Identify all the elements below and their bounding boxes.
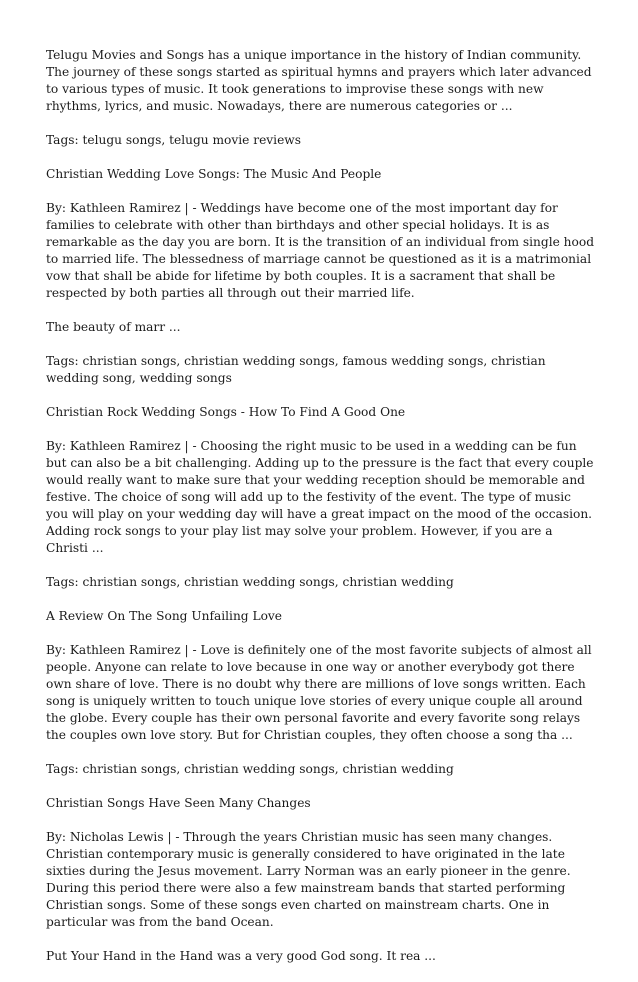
- article-body-4: By: Nicholas Lewis | - Through the years Christian music has seen many changes. Christian contemporary music is generally considered to have originated in the late sixties during the Jesus movement. Larry Norman was an early pioneer in the genre. During this period there were also a few mainstream bands that started performing Christian songs. Some of these songs even charted on mainstream charts. One in particular was from the band Ocean.: [46, 830, 571, 929]
- article-title-1: Christian Wedding Love Songs: The Music And People: [46, 167, 382, 181]
- article-body-1: By: Kathleen Ramirez | - Weddings have become one of the most important day for families to celebrate with other than birthdays and other special holidays. It is as remarkable as the day you are born. It is the transition of an individual from single hood to married life. The blessedness of marriage cannot be questioned as it is a matrimonial vow that shall be abide for lifetime by both couples. It is a sacrament that shall be respected by both parties all through out their married life.: [46, 201, 595, 300]
- document-page: [46, 47, 596, 982]
- article-tags-2: Tags: christian songs, christian wedding songs, christian wedding: [46, 575, 454, 589]
- article-tags-1: Tags: christian songs, christian wedding songs, famous wedding songs, christian wedding song, wedding songs: [46, 354, 546, 385]
- article-title-4: Christian Songs Have Seen Many Changes: [46, 796, 311, 810]
- article-extra-4: Put Your Hand in the Hand was a very good God song. It rea ...: [46, 949, 436, 963]
- article-body-2: By: Kathleen Ramirez | - Choosing the right music to be used in a wedding can be fun but can also be a bit challenging. Adding up to the pressure is the fact that every couple would really want to make sure that your wedding reception should be memorable and festive. The choice of song will add up to the festivity of the event. The type of music you will play on your wedding day will have a great impact on the mood of the occasion. Adding rock songs to your play list may solve your problem. However, if you are a Christi ...: [46, 439, 594, 555]
- article-tags-3: Tags: christian songs, christian wedding songs, christian wedding: [46, 762, 454, 776]
- intro-paragraph: Telugu Movies and Songs has a unique importance in the history of Indian community. The journey of these songs started as spiritual hymns and prayers which later advanced to various types of music. It took generations to improvise these songs with new rhythms, lyrics, and music. Nowadays, there are numerous categories or ...: [46, 48, 592, 113]
- article-title-2: Christian Rock Wedding Songs - How To Find A Good One: [46, 405, 406, 419]
- article-title-3: A Review On The Song Unfailing Love: [46, 609, 283, 623]
- article-body-3: By: Kathleen Ramirez | - Love is definitely one of the most favorite subjects of almost all people. Anyone can relate to love because in one way or another everybody got there own share of love. There is no doubt why there are millions of love songs written. Each song is uniquely written to touch unique love stories of every unique couple all around the globe. Every couple has their own personal favorite and every favorite song relays the couples own love story. But for Christian couples, they often choose a song tha ...: [46, 643, 592, 742]
- article-extra-1: The beauty of marr ...: [46, 320, 181, 334]
- intro-tags: Tags: telugu songs, telugu movie reviews: [46, 133, 301, 147]
